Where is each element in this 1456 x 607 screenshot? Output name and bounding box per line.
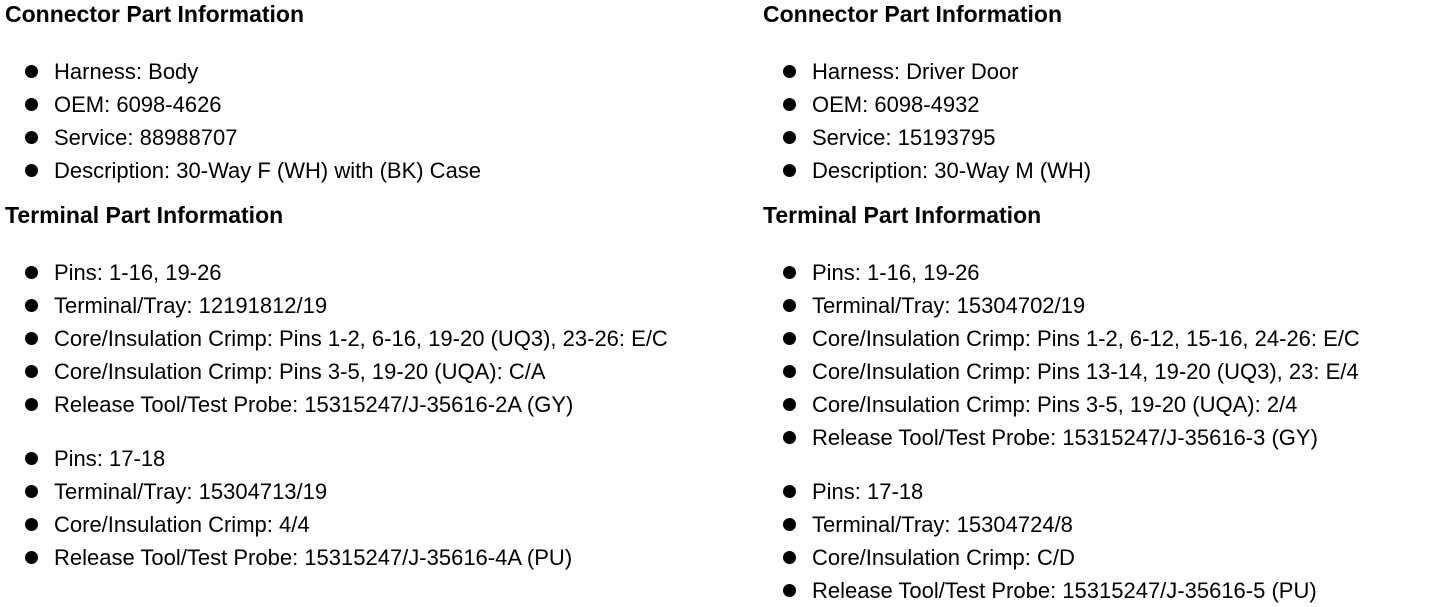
list-item <box>5 289 705 322</box>
list-item <box>763 355 1456 388</box>
bullet-icon <box>783 299 796 312</box>
pins-text: Pins: 17-18 <box>812 479 924 504</box>
terminal-group-1-list <box>5 256 705 421</box>
bullet-icon <box>25 551 38 564</box>
list-item <box>763 121 1456 154</box>
bullet-icon <box>783 518 796 531</box>
bullet-icon <box>783 332 796 345</box>
list-item <box>5 322 705 355</box>
crimp-text: Core/Insulation Crimp: C/D <box>812 545 1075 570</box>
terminal-group-1-list <box>763 256 1456 454</box>
service-text: Service: 88988707 <box>54 125 238 150</box>
harness-text: Harness: Driver Door <box>812 59 1019 84</box>
terminal-group-2-list <box>5 442 705 574</box>
oem-text: OEM: 6098-4932 <box>812 92 980 117</box>
harness-text: Harness: Body <box>54 59 199 84</box>
bullet-icon <box>783 365 796 378</box>
terminal-tray-text: Terminal/Tray: 15304702/19 <box>812 293 1086 318</box>
connector-part-info-heading: Connector Part Information <box>763 1 1063 27</box>
bullet-icon <box>783 65 796 78</box>
bullet-icon <box>25 485 38 498</box>
bullet-icon <box>783 431 796 444</box>
list-item <box>763 574 1456 607</box>
list-item <box>763 256 1456 289</box>
bullet-icon <box>25 332 38 345</box>
bullet-icon <box>783 551 796 564</box>
list-item <box>763 475 1456 508</box>
bullet-icon <box>25 365 38 378</box>
bullet-icon <box>25 131 38 144</box>
crimp-text: Core/Insulation Crimp: Pins 1-2, 6-16, 19-20 (UQ3), 23-26: E/C <box>54 326 668 351</box>
description-text: Description: 30-Way M (WH) <box>812 158 1092 183</box>
bullet-icon <box>25 65 38 78</box>
description-text: Description: 30-Way F (WH) with (BK) Case <box>54 158 482 183</box>
connector-info-list <box>763 55 1456 187</box>
oem-text: OEM: 6098-4626 <box>54 92 222 117</box>
list-item <box>5 541 705 574</box>
left-connector-column <box>5 0 705 574</box>
bullet-icon <box>783 266 796 279</box>
pins-text: Pins: 1-16, 19-26 <box>812 260 980 285</box>
list-item <box>763 55 1456 88</box>
release-tool-text: Release Tool/Test Probe: 15315247/J-35616-5 (PU) <box>812 578 1317 603</box>
bullet-icon <box>783 485 796 498</box>
list-item <box>5 88 705 121</box>
list-item <box>763 154 1456 187</box>
bullet-icon <box>25 299 38 312</box>
connector-part-info-heading: Connector Part Information <box>5 1 305 27</box>
release-tool-text: Release Tool/Test Probe: 15315247/J-35616-4A (PU) <box>54 545 573 570</box>
bullet-icon <box>783 131 796 144</box>
terminal-tray-text: Terminal/Tray: 12191812/19 <box>54 293 328 318</box>
bullet-icon <box>25 164 38 177</box>
bullet-icon <box>25 452 38 465</box>
connector-info-list <box>5 55 705 187</box>
list-item <box>5 121 705 154</box>
list-item <box>763 322 1456 355</box>
list-item <box>763 88 1456 121</box>
bullet-icon <box>25 98 38 111</box>
terminal-part-info-heading: Terminal Part Information <box>5 202 284 228</box>
release-tool-text: Release Tool/Test Probe: 15315247/J-35616-2A (GY) <box>54 392 574 417</box>
bullet-icon <box>783 398 796 411</box>
bullet-icon <box>783 98 796 111</box>
list-item <box>5 256 705 289</box>
service-text: Service: 15193795 <box>812 125 996 150</box>
terminal-tray-text: Terminal/Tray: 15304724/8 <box>812 512 1073 537</box>
list-item <box>5 475 705 508</box>
list-item <box>763 541 1456 574</box>
release-tool-text: Release Tool/Test Probe: 15315247/J-35616-3 (GY) <box>812 425 1318 450</box>
bullet-icon <box>25 518 38 531</box>
list-item <box>763 289 1456 322</box>
terminal-group-2-list <box>763 475 1456 607</box>
list-item <box>5 55 705 88</box>
crimp-text: Core/Insulation Crimp: Pins 3-5, 19-20 (UQA): 2/4 <box>812 392 1298 417</box>
right-connector-column <box>763 0 1456 607</box>
crimp-text: Core/Insulation Crimp: Pins 1-2, 6-12, 15-16, 24-26: E/C <box>812 326 1360 351</box>
list-item <box>5 442 705 475</box>
list-item <box>5 154 705 187</box>
bullet-icon <box>25 266 38 279</box>
list-item <box>5 388 705 421</box>
list-item <box>763 421 1456 454</box>
bullet-icon <box>783 584 796 597</box>
list-item <box>763 388 1456 421</box>
pins-text: Pins: 17-18 <box>54 446 166 471</box>
bullet-icon <box>783 164 796 177</box>
list-item <box>763 508 1456 541</box>
crimp-text: Core/Insulation Crimp: Pins 13-14, 19-20 (UQ3), 23: E/4 <box>812 359 1359 384</box>
list-item <box>5 355 705 388</box>
terminal-tray-text: Terminal/Tray: 15304713/19 <box>54 479 328 504</box>
list-item <box>5 508 705 541</box>
bullet-icon <box>25 398 38 411</box>
terminal-part-info-heading: Terminal Part Information <box>763 202 1042 228</box>
crimp-text: Core/Insulation Crimp: Pins 3-5, 19-20 (UQA): C/A <box>54 359 546 384</box>
pins-text: Pins: 1-16, 19-26 <box>54 260 222 285</box>
crimp-text: Core/Insulation Crimp: 4/4 <box>54 512 310 537</box>
